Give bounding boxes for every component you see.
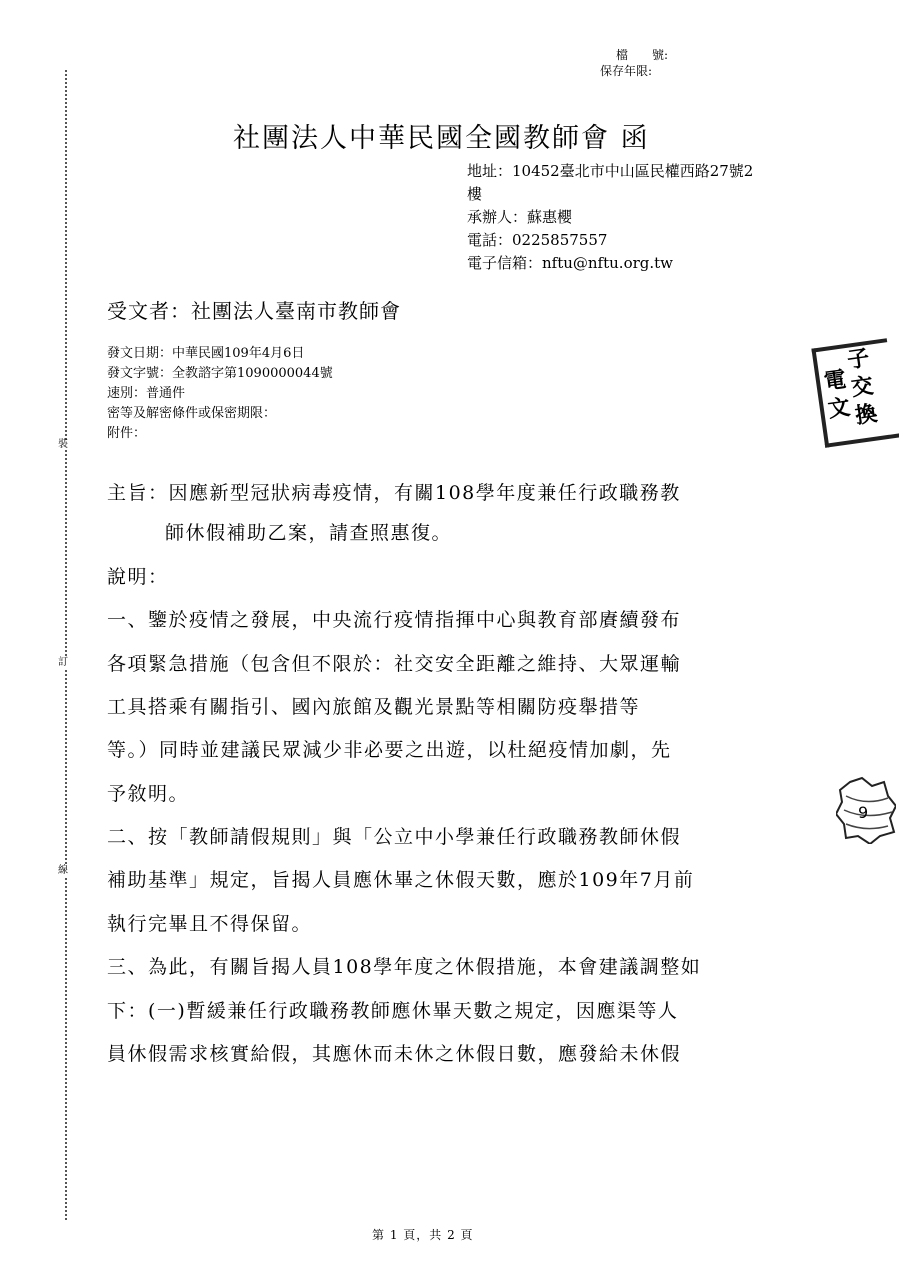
sender-email: 電子信箱：nftu@nftu.org.tw (467, 254, 674, 272)
document-number: 發文字號：全教諮字第1090000044號 (107, 366, 333, 381)
explanation-line: 二、按「教師請假規則」與「公立中小學兼任行政職務教師休假 (107, 826, 682, 848)
recipient: 受文者：社團法人臺南市教師會 (107, 299, 401, 323)
retention-label: 保存年限: (600, 64, 653, 78)
explanation-line: 等。）同時並建議民眾減少非必要之出遊，以杜絕疫情加劇，先 (107, 739, 672, 761)
issue-date: 發文日期：中華民國109年4月6日 (107, 346, 305, 361)
page-seal (836, 776, 896, 844)
binding-mark-zhuang: 裝 (58, 439, 68, 450)
binding-margin-line (65, 70, 67, 1220)
sender-address-line1: 地址：10452臺北市中山區民權西路27號2 (467, 162, 754, 180)
delivery-speed: 速別：普通件 (107, 386, 186, 401)
electronic-exchange-stamp (811, 338, 899, 448)
explanation-line: 予敘明。 (107, 783, 190, 805)
sender-phone: 電話：0225857557 (467, 231, 608, 249)
sender-address-line2: 樓 (467, 185, 483, 203)
stamp-char: 文 (826, 395, 852, 423)
stamp-char: 換 (853, 401, 879, 430)
document-title: 社團法人中華民國全國教師會 函 (233, 123, 650, 154)
subject-line2: 師休假補助乙案，請查照惠復。 (165, 522, 453, 544)
explanation-line: 員休假需求核實給假，其應休而未休之休假日數，應發給未休假 (107, 1043, 682, 1065)
stamp-char: 子 (845, 345, 872, 374)
secrecy-level: 密等及解密條件或保密期限： (107, 406, 277, 421)
explanation-line: 三、為此，有關旨揭人員108學年度之休假措施，本會建議調整如 (107, 956, 702, 978)
stamp-char: 電 (822, 367, 848, 396)
page-footer: 第 1 頁，共 2 頁 (372, 1228, 474, 1242)
explanation-line: 各項緊急措施（包含但不限於：社交安全距離之維持、大眾運輸 (107, 653, 682, 675)
explanation-line: 補助基準」規定，旨揭人員應休畢之休假天數，應於109年7月前 (107, 869, 695, 891)
page-seal-number: 9 (858, 803, 869, 822)
sender-contact: 承辦人：蘇惠櫻 (467, 208, 573, 226)
stamp-char: 交 (849, 373, 875, 402)
explanation-line: 一、鑒於疫情之發展，中央流行疫情指揮中心與教育部賡續發布 (107, 609, 682, 631)
file-number-label: 檔 號: (616, 48, 669, 62)
binding-mark-xian: 線 (58, 865, 68, 876)
subject-line1: 主旨：因應新型冠狀病毒疫情，有關108學年度兼任行政職務教 (107, 482, 681, 504)
explanation-line: 執行完畢且不得保留。 (107, 913, 313, 935)
explanation-line: 下：(一)暫緩兼任行政職務教師應休畢天數之規定，因應渠等人 (107, 1000, 679, 1022)
attachments: 附件： (107, 426, 147, 441)
explanation-line: 工具搭乘有關指引、國內旅館及觀光景點等相關防疫舉措等 (107, 696, 641, 718)
binding-mark-ding: 訂 (58, 657, 68, 668)
explanation-heading: 說明： (107, 566, 169, 588)
